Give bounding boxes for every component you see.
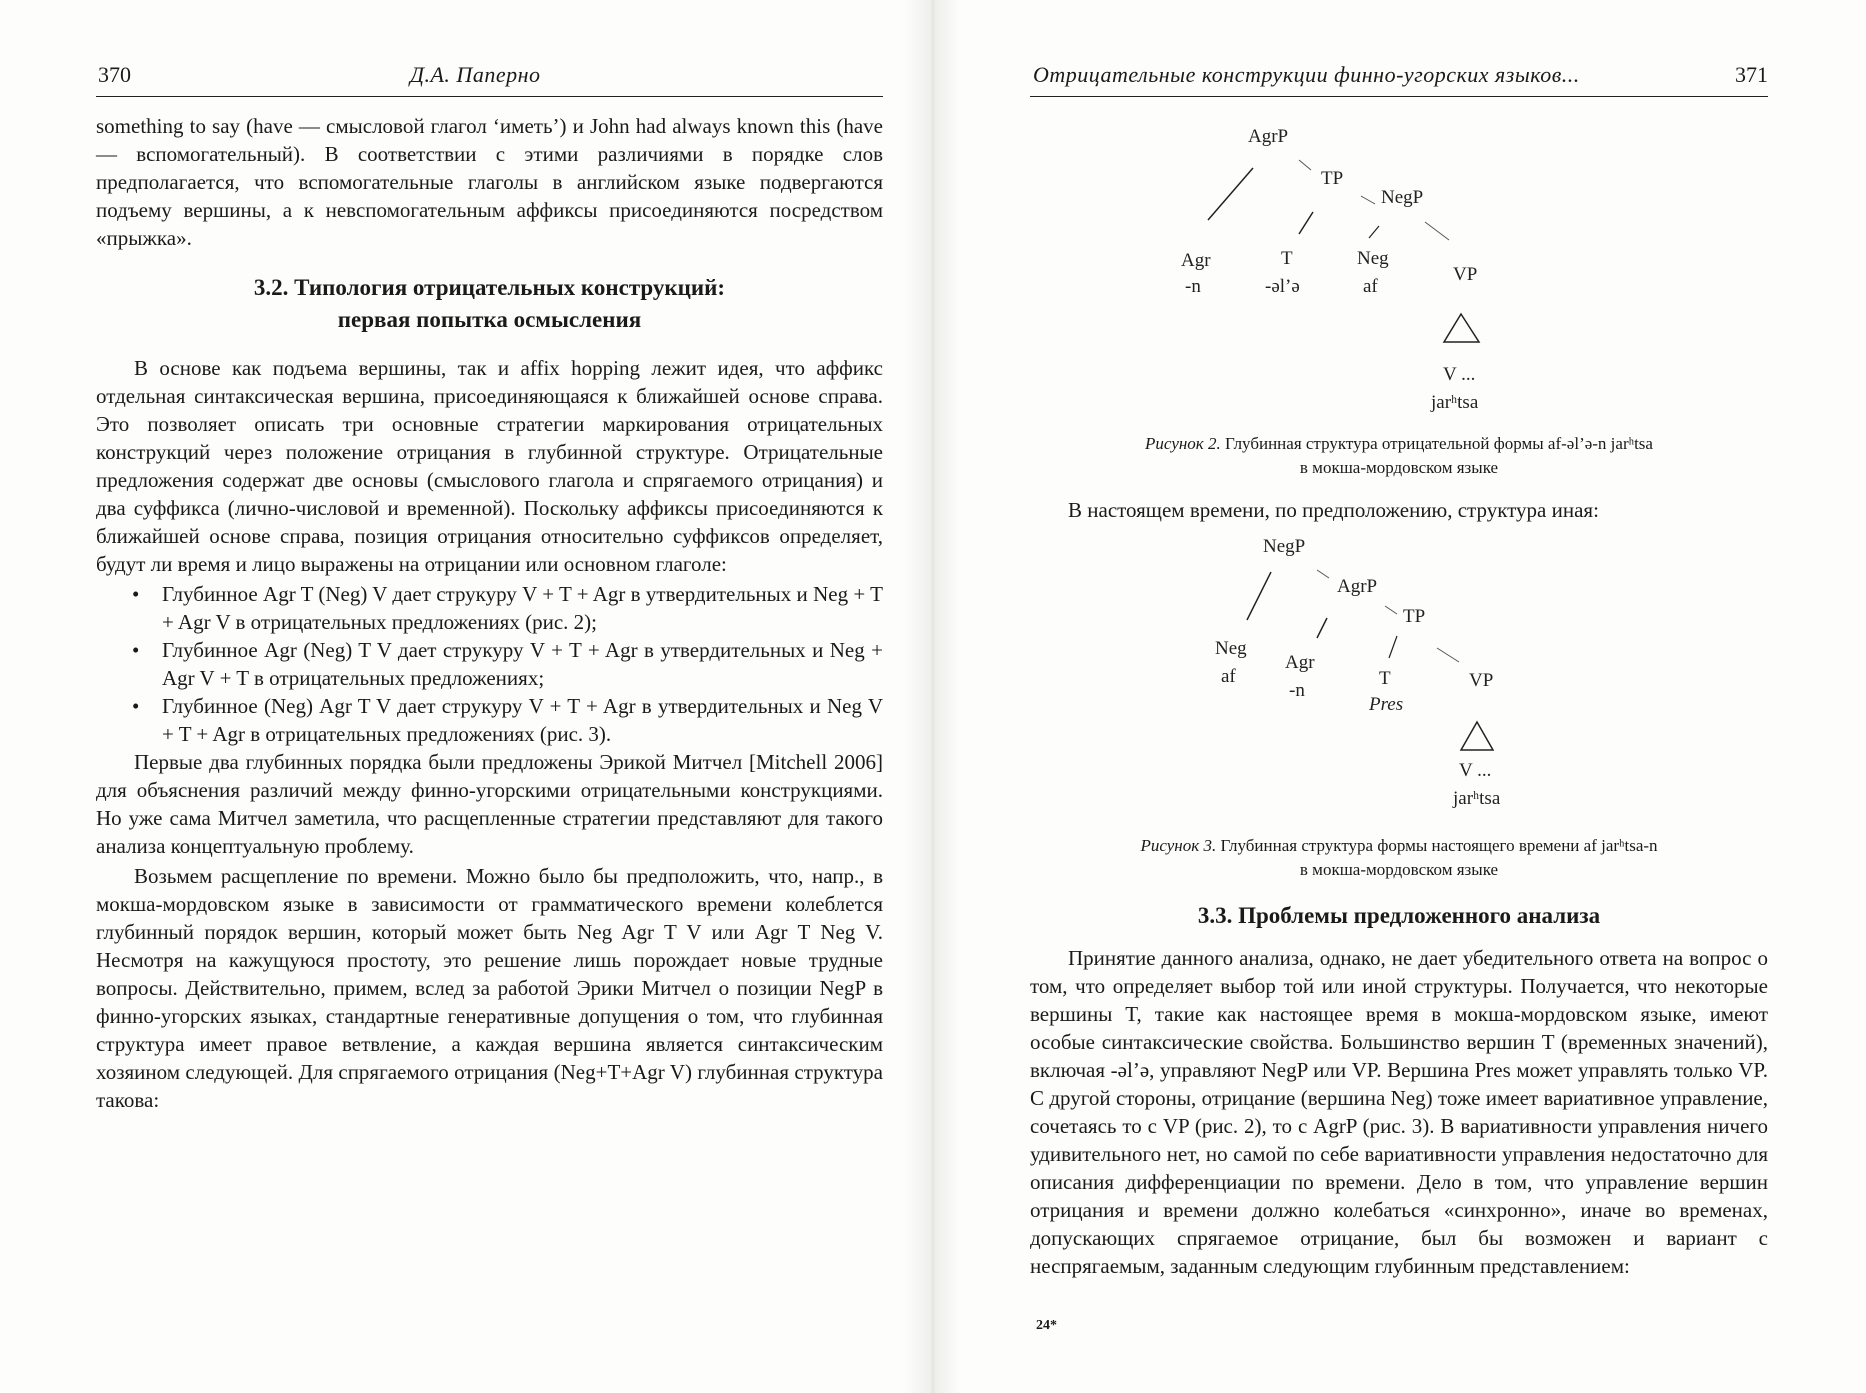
list-item: • Глубинное Agr (Neg) T V дает струкуру V + T + Agr в утвердительных и Neg + Agr V + T в отрицательных предложениях; <box>162 636 883 692</box>
tree1-vp-triangle <box>1444 314 1479 342</box>
tree2-v-value: jarʰtsa <box>1453 788 1501 809</box>
tree1-tp-label: TP <box>1321 168 1344 189</box>
section-3-3-title: 3.3. Проблемы предложенного анализа <box>1197 903 1601 928</box>
left-paragraph-4: Возьмем расщепление по времени. Можно было бы предположить, что, напр., в мокша-мордовском языке в зависимости от грамматического времени колеблется глубинный порядок вершин, который может быть Neg Agr T V или Agr T Neg V. Несмотря на кажущуюся простоту, это решение лишь порождает новые трудные вопросы. Действительно, примем, вслед за работой Эрики Митчел о позиции NegP в финно-угорских языках, стандартные генеративные допущения о том, что глубинная структура имеет правое ветвление, а каждая вершина является синтаксическим хозяином следующей. Для спрягаемого отрицания (Neg+T+Agr V) глубинная структура такова: <box>96 864 883 1112</box>
tree1-branch <box>1299 212 1313 234</box>
figure-2-caption-text: Глубинная структура отрицательной формы af-əl’ə-n jarʰtsa <box>1225 434 1653 453</box>
list-item: • Глубинное Agr T (Neg) V дает струкуру V + T + Agr в утвердительных и Neg + T + Agr V в отрицательных предложениях (рис. 2); <box>162 580 883 636</box>
figure-2-caption <box>1030 432 1768 480</box>
tree1-branch <box>1369 226 1379 238</box>
left-running-head: Д.А. Паперно <box>410 62 541 87</box>
tree1-branch <box>1425 222 1449 240</box>
tree1-neg-node: Neg <box>1357 248 1389 269</box>
tree2-branch <box>1385 606 1397 614</box>
tree1-t-node: T <box>1281 248 1293 269</box>
right-page <box>933 0 1866 1393</box>
figure-2-label: Рисунок 2. <box>1145 434 1221 453</box>
tree2-v-node: V ... <box>1459 760 1492 781</box>
right-running-head: Отрицательные конструкции финно-угорских языков... <box>1033 62 1580 87</box>
tree1-branch <box>1208 168 1253 220</box>
tree1-v-node: V ... <box>1443 364 1476 385</box>
tree1-v-value: jarʰtsa <box>1431 392 1479 413</box>
tree2-branch <box>1247 572 1271 620</box>
left-paragraph-2: В основе как подъема вершины, так и affix hopping лежит идея, что аффикс отдельная синтаксическая вершина, присоединяющаяся к ближайшей основе справа. Это позволяет описать три основные стратегии маркирования отрицательных конструкций через положение отрицания в глубинной структуре. Отрицательные предложения содержат две основы (смыслового глагола и спрягаемого отрицания) и два суффикса (лично-числовой и временной). Поскольку аффиксы присоединяются к ближайшей основе справа, позиция отрицания относительно суффиксов определяет, будут ли время и лицо выражены на отрицании или основном глаголе: <box>96 356 883 576</box>
left-paragraph-3: Первые два глубинных порядка были предложены Эрикой Митчел [Mitchell 2006] для объяснения различий между финно-угорскими отрицательными конструкциями. Но уже сама Митчел заметила, что расщепленные стратегии представляют для такого анализа концептуальную проблему. <box>96 750 883 858</box>
right-body <box>1030 900 1768 1282</box>
tree2-agr-value: -n <box>1289 680 1305 701</box>
tree1-neg-value: af <box>1363 276 1378 297</box>
tree1-vp-node: VP <box>1453 264 1478 285</box>
tree2-branch <box>1317 618 1327 638</box>
left-body <box>96 112 883 1116</box>
right-page-number: 371 <box>1735 62 1768 87</box>
tree1-branch <box>1361 196 1375 204</box>
tree1-agr-node: Agr <box>1181 250 1211 271</box>
right-header-rule <box>1030 96 1768 97</box>
list-item: • Глубинное (Neg) Agr T V дает струкуру V + T + Agr в утвердительных и Neg V + T + Agr в отрицательных предложениях (рис. 3). <box>162 692 883 748</box>
left-paragraph-1: something to say (have — смысловой глагол ‘иметь’) и John had always known this (have — вспомогательный). В соответствии с этими различиями в порядке слов предполагается, что вспомогательные глаголы в английском языке подвергаются подъему вершины, а к невспомогательным аффиксы присоединяются посредством «прыжка». <box>96 114 883 250</box>
tree1-agr-value: -n <box>1185 276 1201 297</box>
syntax-tree-figure-3 <box>1103 530 1583 816</box>
figure-2-caption-line2: в мокша-мордовском языке <box>1299 458 1499 477</box>
syntax-tree-figure-2 <box>1113 108 1593 428</box>
section-3-2-title <box>96 272 883 336</box>
present-tense-intro <box>1030 496 1768 526</box>
tree2-branch <box>1389 636 1397 658</box>
section-3-2-line1: 3.2. Типология отрицательных конструкций: <box>253 275 726 300</box>
tree2-agrp-label: AgrP <box>1337 576 1378 597</box>
tree2-vp-node: VP <box>1469 670 1494 691</box>
tree2-t-node: T <box>1379 668 1391 689</box>
tree1-branch <box>1299 160 1311 170</box>
tree2-vp-triangle <box>1461 722 1493 750</box>
figure-3-caption <box>1030 834 1768 882</box>
printer-signature-mark: 24* <box>1036 1318 1057 1333</box>
tree2-agr-node: Agr <box>1285 652 1315 673</box>
left-page-number: 370 <box>98 62 131 87</box>
tree1-agrp-label: AgrP <box>1248 126 1289 147</box>
tree1-t-value: -əl’ə <box>1265 276 1300 297</box>
present-tense-intro-text: В настоящем времени, по предположению, структура иная: <box>1068 498 1599 522</box>
figure-3-label: Рисунок 3. <box>1140 836 1217 855</box>
tree2-tp-label: TP <box>1403 606 1426 627</box>
tree2-negp-label: NegP <box>1263 536 1306 557</box>
tree2-branch <box>1437 648 1459 662</box>
right-paragraph-1: Принятие данного анализа, однако, не дает убедительного ответа на вопрос о том, что определяет выбор той или иной структуры. Получается, что некоторые вершины T, такие как настоящее время в мокша-мордовском языке, имеют особые синтаксические свойства. Большинство вершин T (временных значений), включая -əl’ə, управляют NegP или VP. Вершина Pres может управлять только VP. С другой стороны, отрицание (вершина Neg) тоже имеет вариативное управление, сочетаясь то с VP (рис. 2), то с AgrP (рис. 3). В вариативности управления ничего удивительного нет, но самой по себе вариативности управления недостаточно для описания дифференциации по времени. Дело в том, что управление вершин отрицания и времени должно колебаться «синхронно», иначе во временах, допускающих спрягаемое отрицание, был бы возможен и вариант с неспрягаемым, заданным следующим глубинным представлением: <box>1030 946 1768 1278</box>
tree1-negp-label: NegP <box>1381 187 1424 208</box>
section-3-2-line2: первая попытка осмысления <box>337 307 642 332</box>
tree2-neg-value: af <box>1221 666 1236 687</box>
figure-3-caption-line2: в мокша-мордовском языке <box>1299 860 1499 879</box>
tree2-neg-node: Neg <box>1215 638 1247 659</box>
bullet-list <box>96 580 883 748</box>
tree2-branch <box>1317 570 1329 578</box>
tree2-t-value: Pres <box>1369 694 1404 715</box>
figure-3-caption-text: Глубинная структура формы настоящего времени af jarʰtsa-n <box>1220 836 1658 855</box>
left-header-rule <box>96 96 883 97</box>
